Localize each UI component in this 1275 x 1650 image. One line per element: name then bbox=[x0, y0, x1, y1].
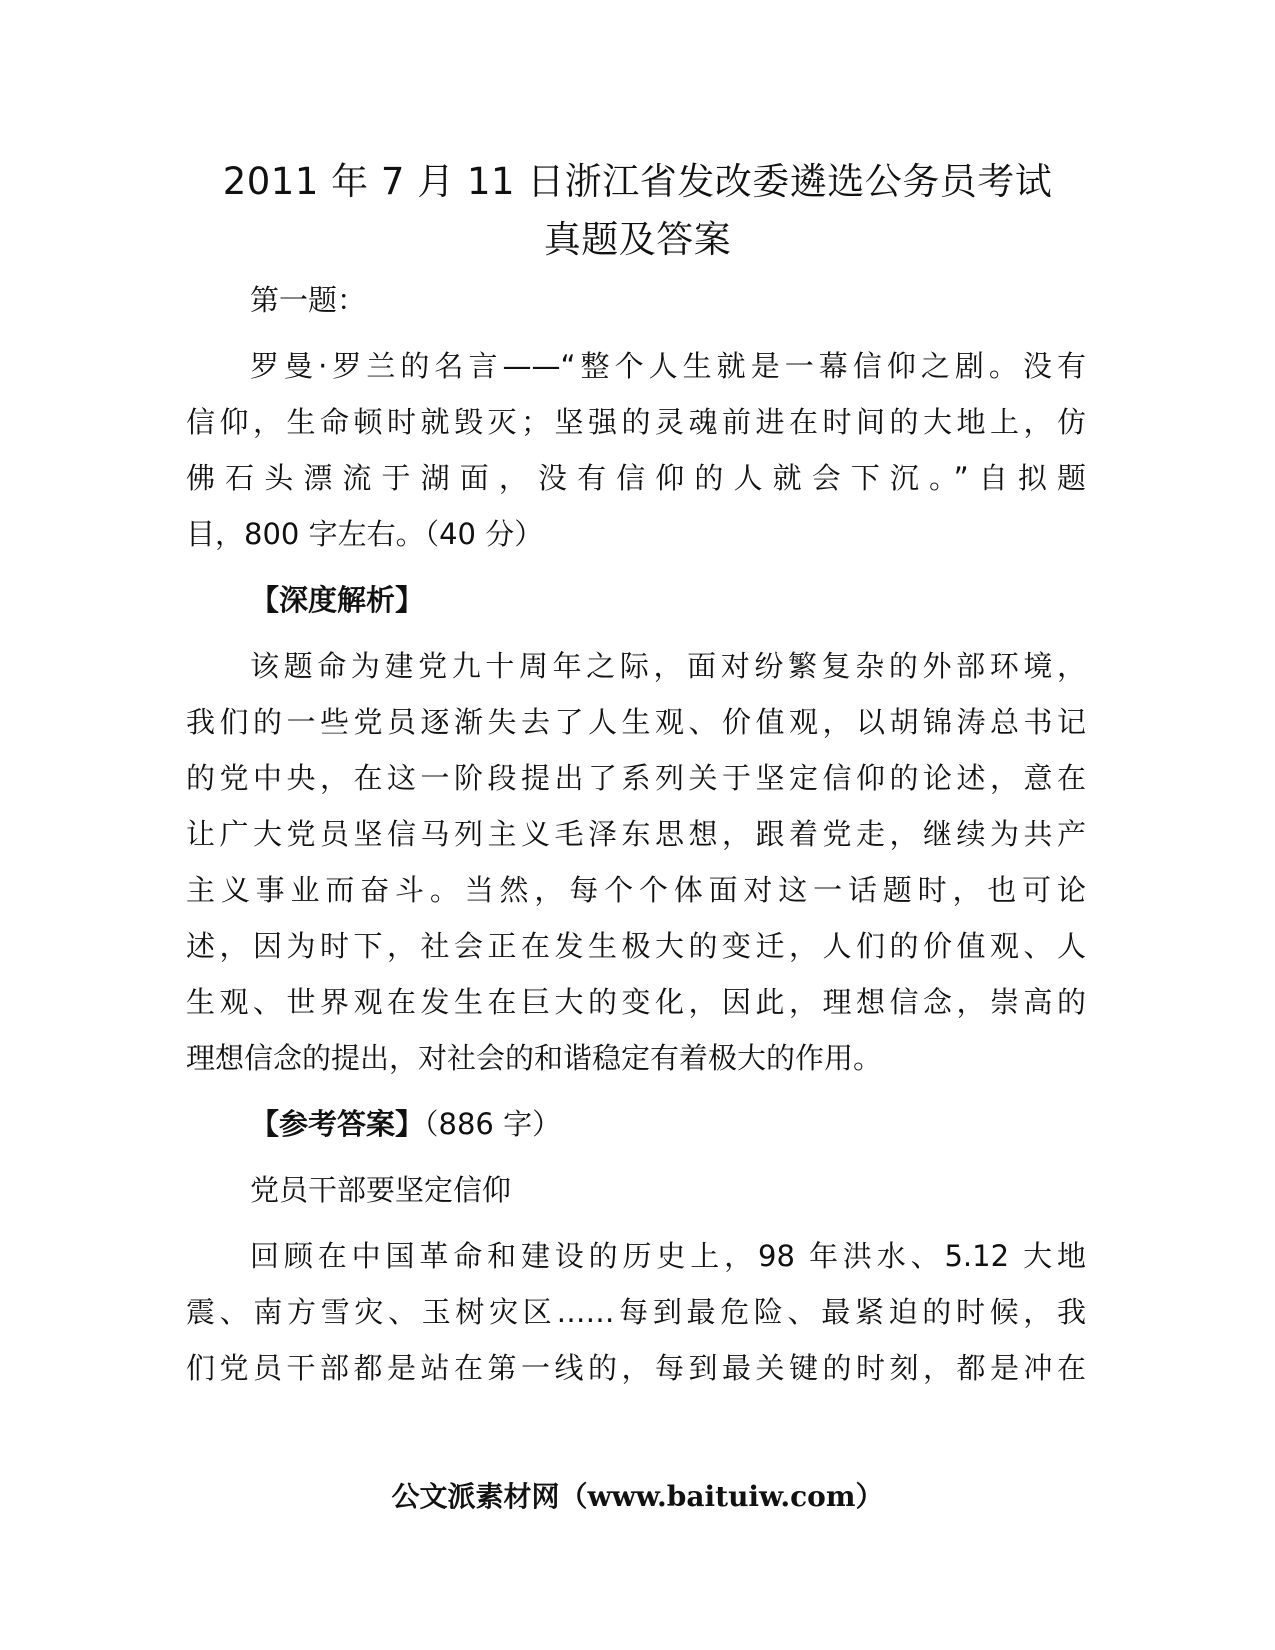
question-line: 罗曼·罗兰的名言——“整个人生就是一幕信仰之剧。没有 bbox=[250, 349, 1086, 383]
analysis-line: 的党中央，在这一阶段提出了系列关于坚定信仰的论述，意在 bbox=[186, 761, 1086, 795]
analysis-line: 述，因为时下，社会正在发生极大的变迁，人们的价值观、人 bbox=[186, 929, 1086, 963]
analysis-line: 我们的一些党员逐渐失去了人生观、价值观，以胡锦涛总书记 bbox=[186, 705, 1086, 739]
analysis-line: 该题命为建党九十周年之际，面对纷繁复杂的外部环境， bbox=[250, 649, 1086, 683]
analysis-line: 理想信念的提出，对社会的和谐稳定有着极大的作用。 bbox=[186, 1041, 883, 1075]
question-line: 佛石头漂流于湖面，没有信仰的人就会下沉。”自拟题 bbox=[186, 461, 1086, 495]
footer-source-credit: 公文派素材网（www.baituiw.com） bbox=[391, 1480, 884, 1513]
document-title-line-1: 2011 年 7 月 11 日浙江省发改委遴选公务员考试 bbox=[222, 160, 1053, 203]
analysis-line: 生观、世界观在发生在巨大的变化，因此，理想信念，崇高的 bbox=[186, 985, 1086, 1019]
analysis-heading: 【深度解析】 bbox=[250, 583, 425, 617]
document-title-line-2: 真题及答案 bbox=[543, 218, 732, 261]
essay-line: 震、南方雪灾、玉树灾区……每到最危险、最紧迫的时候，我 bbox=[186, 1295, 1086, 1329]
answer-heading: 【参考答案】 bbox=[250, 1107, 425, 1141]
question-line: 信仰，生命顿时就毁灭；坚强的灵魂前进在时间的大地上，仿 bbox=[186, 405, 1086, 439]
answer-word-count: （886 字） bbox=[424, 1107, 562, 1141]
question-line: 目，800 字左右。（40 分） bbox=[186, 517, 544, 551]
analysis-line: 主义事业而奋斗。当然，每个个体面对这一话题时，也可论 bbox=[186, 873, 1086, 907]
answer-heading-row bbox=[250, 1104, 1086, 1144]
essay-title: 党员干部要坚定信仰 bbox=[250, 1173, 512, 1207]
question-heading: 第一题： bbox=[250, 283, 367, 317]
essay-line: 们党员干部都是站在第一线的，每到最关键的时刻，都是冲在 bbox=[186, 1351, 1086, 1385]
essay-line: 回顾在中国革命和建设的历史上，98 年洪水、5.12 大地 bbox=[250, 1239, 1086, 1273]
analysis-line: 让广大党员坚信马列主义毛泽东思想，跟着党走，继续为共产 bbox=[186, 817, 1086, 851]
